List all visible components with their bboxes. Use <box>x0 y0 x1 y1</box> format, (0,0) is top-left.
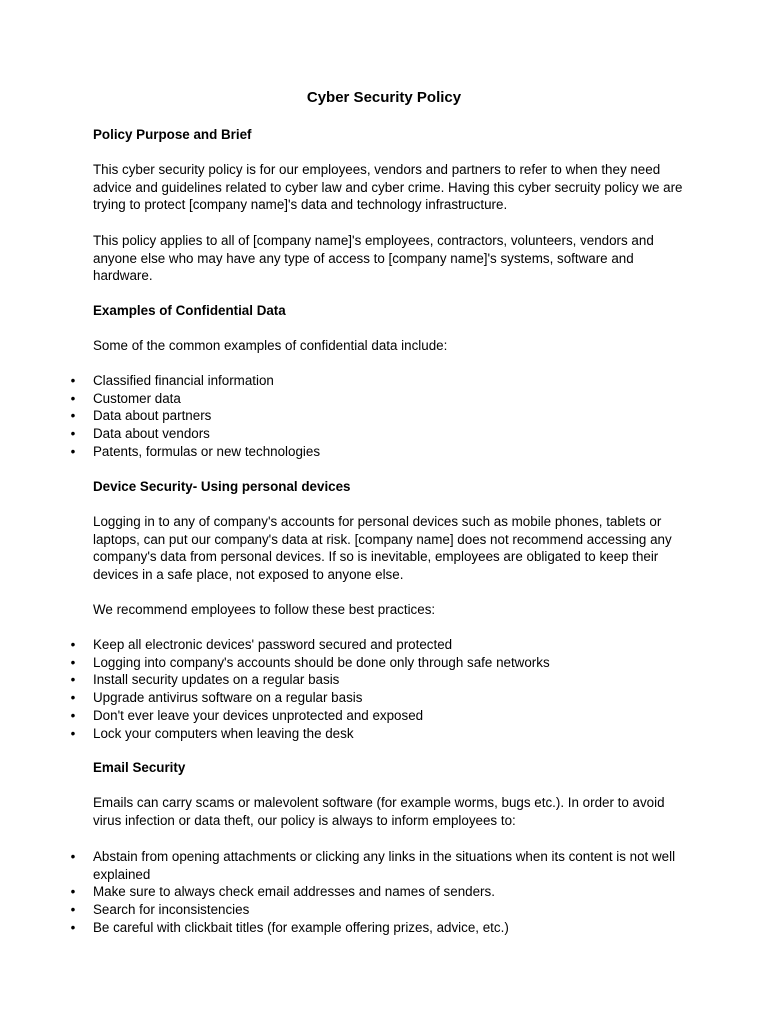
bullet-icon: • <box>70 919 76 935</box>
list-item: • Data about vendors <box>0 425 700 443</box>
list-item: • Install security updates on a regular basis <box>0 671 700 689</box>
bullet-icon: • <box>70 672 76 688</box>
bullet-icon: • <box>70 373 76 388</box>
list-item: • Make sure to always check email addresses and names of senders. <box>0 883 700 901</box>
list-item: • Classified financial information <box>0 372 700 390</box>
paragraph-device-1: Logging in to any of company's accounts for personal devices such as mobile phones, tablets or laptops, can put our company's data at risk. [company name] does not recommend accessing any company's data from personal devices. If so is inevitable, employees are obligated to keep their devices in a safe place, not exposed to anyone else. <box>93 514 672 583</box>
list-item: • Keep all electronic devices' password secured and protected <box>0 636 700 654</box>
list-item: • Search for inconsistencies <box>0 901 700 919</box>
list-email-rules <box>0 848 700 937</box>
bullet-icon: • <box>70 884 76 900</box>
page-title: Cyber Security Policy <box>306 89 462 106</box>
bullet-icon: • <box>70 654 76 670</box>
bullet-icon: • <box>70 849 76 864</box>
bullet-icon: • <box>70 443 76 459</box>
bullet-icon: • <box>70 690 76 706</box>
heading-policy-purpose: Policy Purpose and Brief <box>93 127 252 142</box>
bullet-icon: • <box>70 426 76 442</box>
bullet-icon: • <box>70 390 76 406</box>
heading-confidential-data: Examples of Confidential Data <box>93 303 286 318</box>
heading-email-security: Email Security <box>93 760 186 775</box>
bullet-icon: • <box>70 707 76 723</box>
paragraph-email-1: Emails can carry scams or malevolent software (for example worms, bugs etc.). In order to avoid virus infection or data theft, our policy is always to inform employees to: <box>93 795 665 828</box>
list-item: • Abstain from opening attachments or clicking any links in the situations when its content is not well explained <box>0 848 683 883</box>
bullet-icon: • <box>70 637 76 652</box>
list-item: • Be careful with clickbait titles (for example offering prizes, advice, etc.) <box>0 919 700 937</box>
list-confidential-data <box>0 372 700 461</box>
paragraph-device-intro: We recommend employees to follow these best practices: <box>93 602 436 617</box>
paragraph-confidential-intro: Some of the common examples of confidential data include: <box>93 338 448 353</box>
paragraph-purpose-1: This cyber security policy is for our employees, vendors and partners to refer to when they need advice and guidelines related to cyber law and cyber crime. Having this cyber secruity policy we are trying to protect [company name]'s data and technology infrastructure. <box>93 162 683 213</box>
list-item: • Don't ever leave your devices unprotected and exposed <box>0 707 700 725</box>
paragraph-purpose-2: This policy applies to all of [company name]'s employees, contractors, volunteers, vendors and anyone else who may have any type of access to [company name]'s systems, software and hardware. <box>93 233 654 284</box>
list-item: • Lock your computers when leaving the desk <box>0 725 700 743</box>
list-item: • Patents, formulas or new technologies <box>0 443 700 461</box>
list-item: • Logging into company's accounts should be done only through safe networks <box>0 654 700 672</box>
list-item: • Data about partners <box>0 407 700 425</box>
list-item: • Customer data <box>0 390 700 408</box>
bullet-icon: • <box>70 902 76 918</box>
bullet-icon: • <box>70 725 76 741</box>
list-best-practices <box>0 636 700 742</box>
list-item: • Upgrade antivirus software on a regular basis <box>0 689 700 707</box>
heading-device-security: Device Security- Using personal devices <box>93 479 351 494</box>
bullet-icon: • <box>70 408 76 424</box>
